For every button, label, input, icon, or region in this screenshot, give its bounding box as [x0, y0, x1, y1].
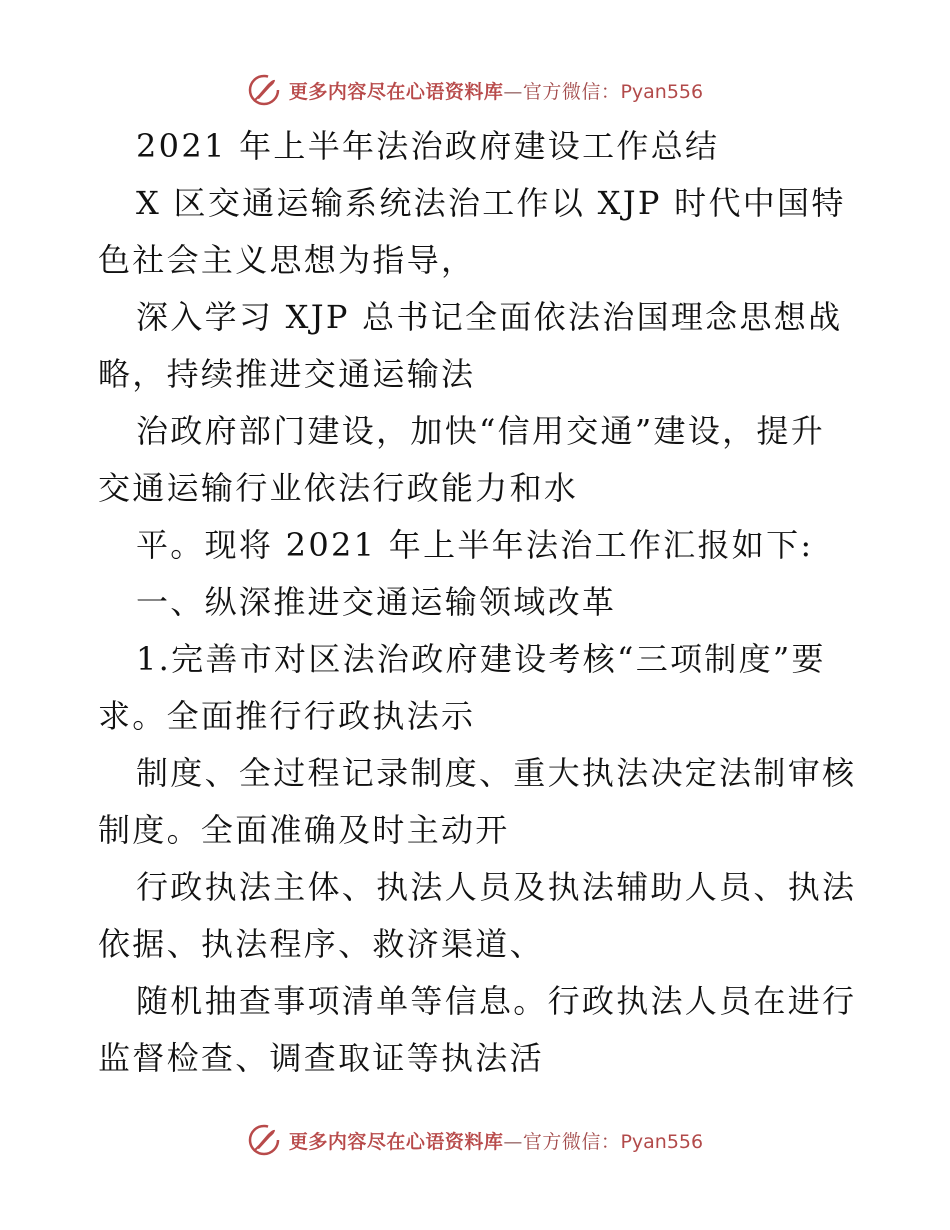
paragraph-line: 随机抽查事项清单等信息。行政执法人员在进行 — [136, 982, 857, 1020]
paragraph-line: 监督检查、调查取证等执法活 — [98, 1039, 544, 1077]
footer-watermark — [0, 1120, 950, 1160]
paragraph-line: 制度。全面准确及时主动开 — [98, 811, 510, 849]
paragraph-line: 交通运输行业依法行政能力和水 — [98, 469, 579, 507]
wechat-label: 官方微信： — [522, 80, 621, 103]
quill-pen-icon — [247, 1123, 281, 1157]
watermark-group — [247, 1123, 703, 1157]
paragraph-line: 平。现将 2021 年上半年法治工作汇报如下: — [136, 526, 814, 564]
paragraph-line: 制度、全过程记录制度、重大执法决定法制审核 — [136, 754, 857, 792]
paragraph-line: X 区交通运输系统法治工作以 XJP 时代中国特 — [136, 184, 846, 222]
paragraph-line: 色社会主义思想为指导， — [98, 241, 476, 279]
section-heading: 一、纵深推进交通运输领域改革 — [136, 583, 617, 621]
watermark-text-group — [289, 77, 703, 104]
paragraph-line: 略，持续推进交通运输法 — [98, 355, 476, 393]
watermark-text: 更多内容尽在心语资料库 — [288, 80, 504, 103]
paragraph-line: 依据、执法程序、救济渠道、 — [98, 925, 544, 963]
watermark-text: 更多内容尽在心语资料库 — [288, 1130, 504, 1153]
paragraph-line: 求。全面推行行政执法示 — [98, 697, 476, 735]
watermark-separator: — — [503, 1130, 523, 1153]
document-title: 2021 年上半年法治政府建设工作总结 — [136, 127, 720, 165]
paragraph-line: 治政府部门建设，加快“信用交通”建设，提升 — [136, 412, 826, 450]
paragraph-line: 深入学习 XJP 总书记全面依法治国理念思想战 — [136, 298, 843, 336]
document-body — [98, 118, 858, 1087]
paragraph-line: 行政执法主体、执法人员及执法辅助人员、执法 — [136, 868, 857, 906]
watermark-group — [247, 73, 703, 107]
watermark-separator: — — [503, 80, 523, 103]
paragraph-line: 1.完善市对区法治政府建设考核“三项制度”要 — [136, 640, 826, 678]
quill-pen-icon — [247, 73, 281, 107]
wechat-id: Pyan556 — [620, 80, 704, 103]
wechat-label: 官方微信： — [522, 1130, 621, 1153]
header-watermark — [0, 70, 950, 110]
watermark-text-group — [289, 1127, 703, 1154]
wechat-id: Pyan556 — [620, 1130, 704, 1153]
